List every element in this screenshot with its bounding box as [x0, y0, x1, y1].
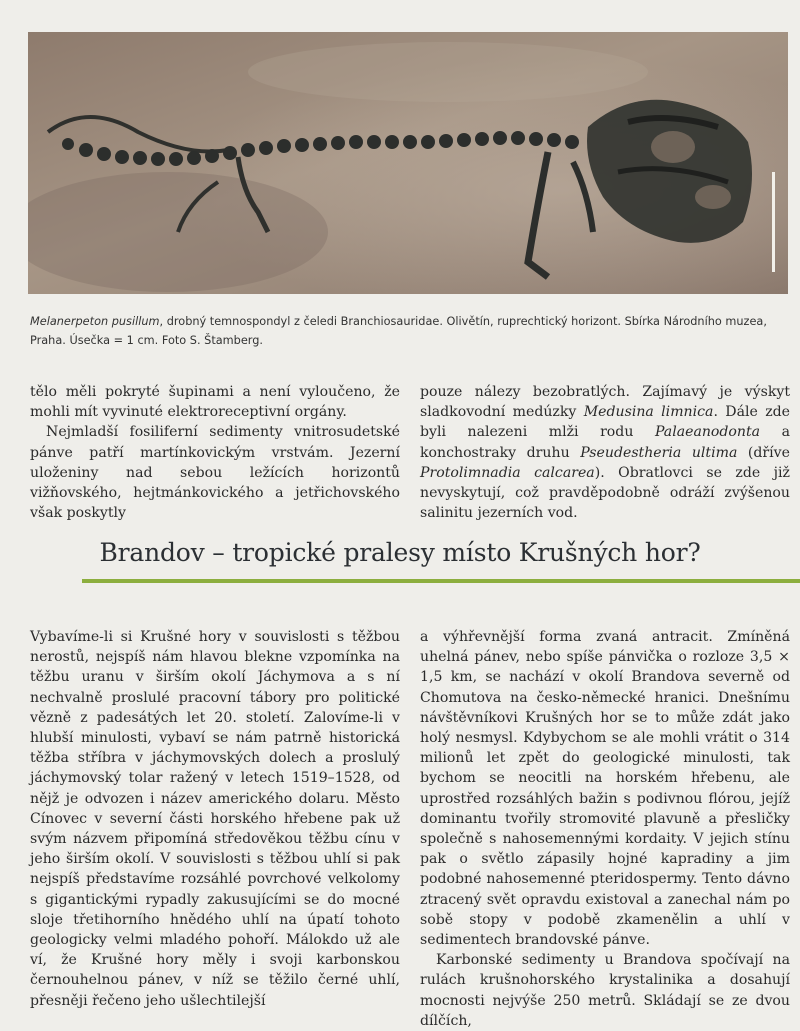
text-span: ). Obratlovci se zde již nevyskytují, což pravděpodobně odráží zvýšenou salinitu jezerních vod.: [420, 464, 790, 522]
paragraph: Nejmladší fosiliferní sedimenty vnitrosudetské pánve patří martínkovickým vrstvám. Jezerní uloženiny nad sebou ležících horizontů vižňovského, hejtmánkovického a jetřichovského však poskytly: [30, 424, 400, 522]
taxon-name: Palaeanodonta: [654, 424, 761, 441]
heading-rule: [82, 579, 800, 583]
paragraph: [420, 382, 790, 523]
taxon-name: Medusina limnica: [583, 404, 714, 421]
text-span: pouze nálezy bezobratlých. Zajímavý je výskyt sladkovodní medúzky: [420, 384, 790, 421]
fossil-image: [28, 32, 788, 294]
photo-caption: [30, 312, 780, 350]
paragraph: Karbonské sedimenty u Brandova spočívají na rulách krušnohorského krystalinika a dosahují mocnosti nejvýše 250 metrů. Skládají se ze dvou dílčích,: [420, 952, 790, 1029]
paragraph: Vybavíme-li si Krušné hory v souvislosti s těžbou nerostů, nejspíš nám hlavou blekne vzpomínka na těžbu uranu v širším okolí Jáchymova a s ní nechvalně proslulé pracovní tábory pro politické vězně z padesátých let 20. století. Zalovíme-li v hlubší minulosti, vybaví se nám patrně historická těžba stříbra v jáchymovských dolech a proslulý jáchymovský tolar ražený v letech 1519–1528, od nějž je odvozen i název amerického dolaru. Město Cínovec v severní části horského hřebene pak už svým názvem připomíná středověkou těžbu cínu v jeho širším okolí. V souvislosti s těžbou uhlí si pak nejspíš představíme rozsáhlé povrchové velkolomy s gigantickými rypadly zakusujícími se do mocné sloje třetihorního hnědého uhlí na úpatí tohoto geologicky velmi mladého pohoří. Málokdo už ale ví, že Krušné hory měly i svoji karbonskou černouhelnou pánev, v níž se těžilo černé uhlí, přesněji řečeno jeho ušlechtilejší: [30, 629, 400, 1009]
text-span: . Dále zde byli nalezeni mlži rodu: [420, 404, 790, 441]
section-heading: Brandov – tropické pralesy místo Krušných hor?: [99, 538, 701, 567]
paragraph: tělo měli pokryté šupinami a není vyloučeno, že mohli mít vyvinuté elektroreceptivní orgány.: [30, 384, 400, 421]
caption-text: , drobný temnospondyl z čeledi Branchiosauridae. Olivětín, ruprechtický horizont. Sbírka Národního muzea, Praha. Úsečka = 1 cm. Foto S. Štamberg.: [30, 315, 767, 347]
taxon-name: Pseudestheria ultima: [580, 444, 738, 461]
caption-species: Melanerpeton pusillum: [30, 315, 160, 328]
taxon-name: Protolimnadia calcarea: [420, 464, 595, 481]
lower-right-column: [420, 627, 790, 1031]
fossil-photo: [28, 32, 788, 294]
text-span: (dříve: [737, 444, 790, 461]
text-span: a konchostraky druhu: [420, 424, 790, 461]
upper-right-column: [420, 382, 790, 523]
lower-left-column: [30, 627, 400, 1011]
upper-left-column: [30, 382, 400, 523]
paragraph: a výhřevnější forma zvaná antracit. Zmíněná uhelná pánev, nebo spíše pánvička o rozloze 3,5 × 1,5 km, se nachází v okolí Brandova severně od Chomutova na česko-německé hranici. Dnešnímu návštěvníkovi Krušných hor se to může zdát jako holý nesmysl. Kdybychom se ale mohli vrátit o 314 milionů let zpět do geologické minulosti, tak bychom se neocitli na horském hřebenu, ale uprostřed rozsáhlých bažin s podivnou flórou, jejíž dominantu tvořily stromovité plavuně a přesličky společně s nahosemennými kordaity. V jejich stínu pak o světlo zápasily hojné kapradiny a jim podobné nahosemenné pteridospermy. Tento dávno ztracený svět opravdu existoval a zanechal nám po sobě stopy v podobě zkamenělin a uhlí v sedimentech brandovské pánve.: [420, 629, 790, 949]
